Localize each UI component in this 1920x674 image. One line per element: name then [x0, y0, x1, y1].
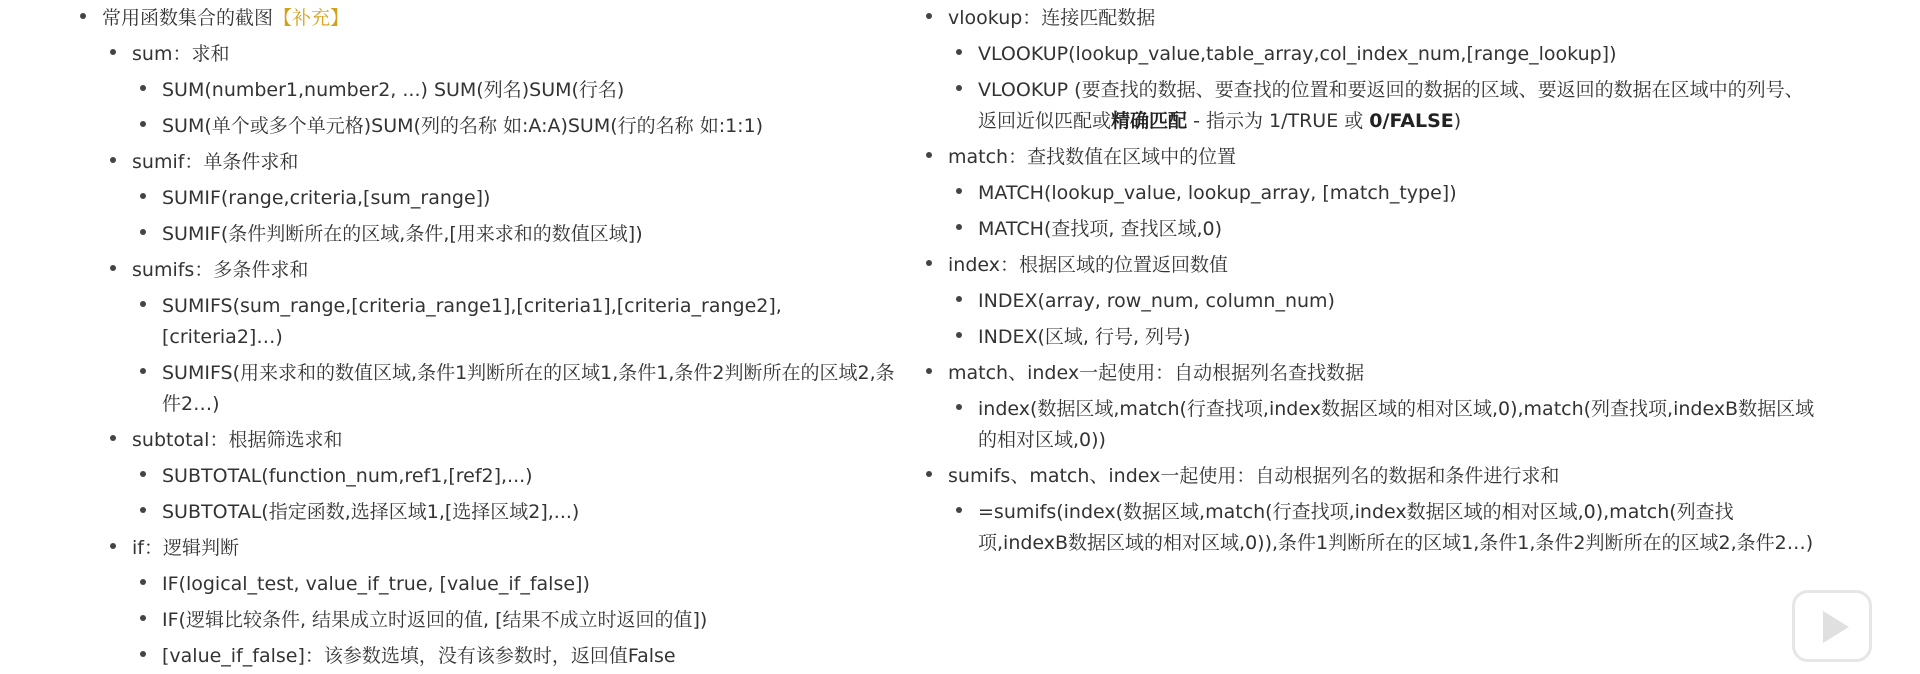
- bullet-icon: [926, 152, 932, 158]
- group-heading: match：查找数值在区域中的位置: [948, 146, 1237, 168]
- item-text: SUBTOTAL(function_num,ref1,[ref2],...): [162, 465, 533, 487]
- bullet-icon: [956, 224, 962, 230]
- section-title: 常用函数集合的截图【补充】: [102, 7, 350, 29]
- group-sumifs: [132, 252, 900, 422]
- bullet-icon: [110, 435, 116, 441]
- bullet-icon: [140, 615, 146, 621]
- group-heading: index：根据区域的位置返回数值: [948, 254, 1228, 276]
- item-text: INDEX(区域, 行号, 列号): [978, 326, 1191, 348]
- group-items: [948, 36, 1816, 139]
- bullet-icon: [956, 188, 962, 194]
- group-vlookup: [948, 0, 1816, 139]
- item-text: INDEX(array, row_num, column_num): [978, 290, 1335, 312]
- bullet-icon: [956, 332, 962, 338]
- list-item: [162, 72, 900, 108]
- item-text: SUMIFS(sum_range,[criteria_range1],[criteria1],[criteria_range2],[criteria2]…): [162, 295, 782, 348]
- item-text: SUMIFS(用来求和的数值区域,条件1判断所在的区域1,条件1,条件2判断所在的区域2,条件2…): [162, 362, 895, 415]
- item-text: MATCH(查找项, 查找区域,0): [978, 218, 1222, 240]
- item-text: SUMIF(range,criteria,[sum_range]): [162, 187, 491, 209]
- item-text: SUM(number1,number2, ...) SUM(列名)SUM(行名): [162, 79, 625, 101]
- bullet-icon: [956, 404, 962, 410]
- group-heading: sumifs、match、index一起使用：自动根据列名的数据和条件进行求和: [948, 465, 1560, 487]
- bullet-icon: [140, 229, 146, 235]
- group-heading: subtotal：根据筛选求和: [132, 429, 343, 451]
- list-item: [978, 72, 1816, 139]
- right-list: [916, 0, 1816, 561]
- group-items: [948, 494, 1816, 561]
- bullet-icon: [956, 507, 962, 513]
- bullet-icon: [956, 85, 962, 91]
- bullet-icon: [80, 13, 86, 19]
- group-heading: match、index一起使用：自动根据列名查找数据: [948, 362, 1365, 384]
- group-sumif: [132, 144, 900, 252]
- item-text: IF(逻辑比较条件, 结果成立时返回的值, [结果不成立时返回的值]): [162, 609, 708, 631]
- list-item: [162, 602, 900, 638]
- item-text: =sumifs(index(数据区域,match(行查找项,index数据区域的相对区域,0),match(列查找项,indexB数据区域的相对区域,0)),条件1判断所在的区域1,条件1,条件2判断所在的区域2,条件2…): [978, 501, 1814, 554]
- bullet-icon: [140, 507, 146, 513]
- bullet-icon: [140, 85, 146, 91]
- bullet-icon: [140, 301, 146, 307]
- group-subtotal: [132, 422, 900, 530]
- left-list: [70, 0, 900, 674]
- item-text: IF(logical_test, value_if_true, [value_if_false]): [162, 573, 590, 595]
- item-text: SUMIF(条件判断所在的区域,条件,[用来求和的数值区域]): [162, 223, 643, 245]
- bullet-icon: [140, 651, 146, 657]
- list-item: [162, 288, 900, 355]
- bullet-icon: [110, 265, 116, 271]
- list-item: [978, 175, 1816, 211]
- play-icon[interactable]: [1792, 590, 1872, 662]
- left-column: [70, 0, 900, 674]
- bullet-icon: [140, 579, 146, 585]
- item-text: VLOOKUP (要查找的数据、要查找的位置和要返回的数据的区域、要返回的数据在区域中的列号、返回近似匹配或精确匹配 - 指示为 1/TRUE 或 0/FALSE): [978, 79, 1804, 132]
- list-item: [162, 355, 900, 422]
- right-column: [916, 0, 1816, 561]
- group-heading: sum：求和: [132, 43, 230, 65]
- item-text: index(数据区域,match(行查找项,index数据区域的相对区域,0),match(列查找项,indexB数据区域的相对区域,0)): [978, 398, 1815, 451]
- list-item: [978, 391, 1816, 458]
- group-items: [948, 283, 1816, 355]
- bullet-icon: [140, 471, 146, 477]
- item-text: SUBTOTAL(指定函数,选择区域1,[选择区域2],...): [162, 501, 580, 523]
- list-item: [162, 494, 900, 530]
- list-item: [162, 458, 900, 494]
- bullet-icon: [140, 368, 146, 374]
- list-item: [162, 108, 900, 144]
- group-index: [948, 247, 1816, 355]
- group-items: [948, 175, 1816, 247]
- group-items: [132, 458, 900, 530]
- group-sumifs-match-index: [948, 458, 1816, 561]
- bullet-icon: [926, 13, 932, 19]
- bullet-icon: [110, 543, 116, 549]
- item-text: MATCH(lookup_value, lookup_array, [match_type]): [978, 182, 1457, 204]
- group-items: [132, 180, 900, 252]
- bullet-icon: [140, 193, 146, 199]
- list-item: [978, 494, 1816, 561]
- list-item: [162, 638, 900, 674]
- bullet-icon: [110, 157, 116, 163]
- group-match: [948, 139, 1816, 247]
- group-heading: sumifs：多条件求和: [132, 259, 309, 281]
- group-sum: [132, 36, 900, 144]
- group-items: [132, 566, 900, 674]
- list-item: [162, 216, 900, 252]
- list-item-title: [102, 0, 900, 674]
- bullet-icon: [926, 471, 932, 477]
- list-item: [978, 36, 1816, 72]
- bullet-icon: [110, 49, 116, 55]
- supplement-tag: 【补充】: [273, 7, 350, 29]
- bullet-icon: [140, 121, 146, 127]
- list-item: [978, 211, 1816, 247]
- list-item: [978, 283, 1816, 319]
- item-text: [value_if_false]：该参数选填，没有该参数时，返回值False: [162, 645, 676, 667]
- bullet-icon: [926, 260, 932, 266]
- group-heading: vlookup：连接匹配数据: [948, 7, 1156, 29]
- item-text: SUM(单个或多个单元格)SUM(列的名称 如:A:A)SUM(行的名称 如:1:1): [162, 115, 764, 137]
- group-if: [132, 530, 900, 674]
- false-text: 0/FALSE: [1369, 110, 1454, 132]
- group-items: [132, 288, 900, 422]
- bullet-icon: [926, 368, 932, 374]
- group-heading: sumif：单条件求和: [132, 151, 299, 173]
- bullet-icon: [956, 49, 962, 55]
- exact-match-text: 精确匹配: [1111, 110, 1188, 132]
- bullet-icon: [956, 296, 962, 302]
- group-items: [948, 391, 1816, 458]
- item-text: VLOOKUP(lookup_value,table_array,col_index_num,[range_lookup]): [978, 43, 1617, 65]
- group-match-index: [948, 355, 1816, 458]
- list-item: [978, 319, 1816, 355]
- function-groups: [102, 36, 900, 674]
- group-heading: if：逻辑判断: [132, 537, 239, 559]
- list-item: [162, 566, 900, 602]
- list-item: [162, 180, 900, 216]
- group-items: [132, 72, 900, 144]
